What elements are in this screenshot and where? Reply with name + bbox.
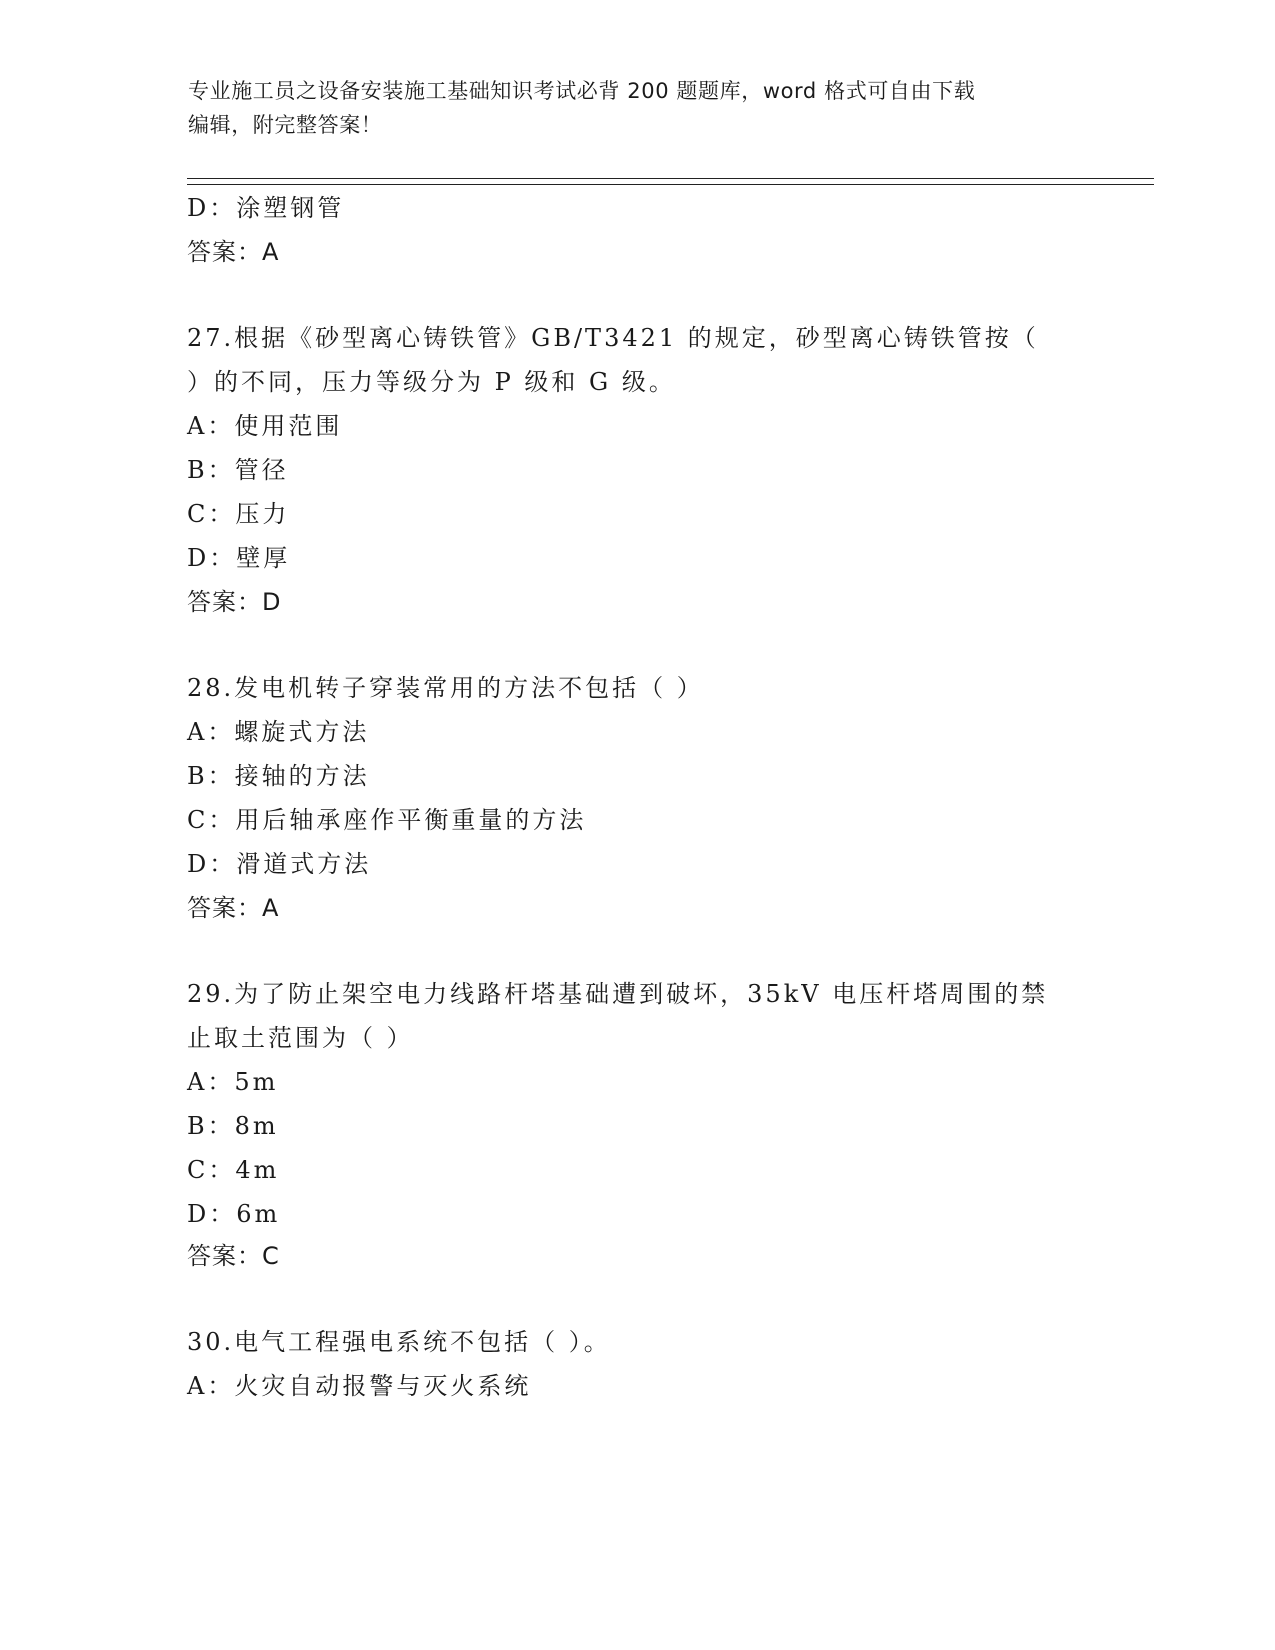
q28-stem: 28.发电机转子穿装常用的方法不包括（ ）	[187, 674, 704, 702]
q27-stem-line-2: ）的不同，压力等级分为 P 级和 G 级。	[187, 368, 676, 396]
q29-option-d: D：6m	[187, 1200, 281, 1228]
header-divider-top	[187, 178, 1154, 179]
q28-option-a: A：螺旋式方法	[187, 718, 370, 746]
header-line-2: 编辑，附完整答案！	[188, 113, 383, 137]
q28-option-d: D：滑道式方法	[187, 850, 372, 878]
q27-option-a: A：使用范围	[187, 412, 343, 440]
q29-stem-line-1: 29.为了防止架空电力线路杆塔基础遭到破坏，35kV 电压杆塔周围的禁	[187, 980, 1049, 1008]
q29-option-b: B：8m	[187, 1112, 279, 1140]
q30-stem: 30.电气工程强电系统不包括（ ）。	[187, 1328, 611, 1356]
q27-option-b: B：管径	[187, 456, 289, 484]
q29-option-a: A：5m	[187, 1068, 279, 1096]
q28-option-b: B：接轴的方法	[187, 762, 370, 790]
q29-option-c: C：4m	[187, 1156, 280, 1184]
q28-option-c: C：用后轴承座作平衡重量的方法	[187, 806, 587, 834]
header-line-1: 专业施工员之设备安装施工基础知识考试必背 200 题题库，word 格式可自由下载	[188, 79, 976, 103]
q27-answer: 答案：D	[187, 588, 282, 616]
document-header	[188, 74, 1088, 142]
header-divider-bottom	[187, 184, 1154, 185]
q29-stem-line-2: 止取土范围为（ ）	[187, 1024, 414, 1052]
q28-answer: 答案：A	[187, 894, 280, 922]
q27-option-d: D：壁厚	[187, 544, 291, 572]
q29-answer: 答案：C	[187, 1242, 280, 1270]
q27-option-c: C：压力	[187, 500, 290, 528]
q30-option-a: A：火灾自动报警与灭火系统	[187, 1372, 532, 1400]
q27-stem-line-1: 27.根据《砂型离心铸铁管》GB/T3421 的规定，砂型离心铸铁管按（	[187, 324, 1039, 352]
prev-answer: 答案：A	[187, 238, 280, 266]
prev-option-d: D：涂塑钢管	[187, 194, 345, 222]
